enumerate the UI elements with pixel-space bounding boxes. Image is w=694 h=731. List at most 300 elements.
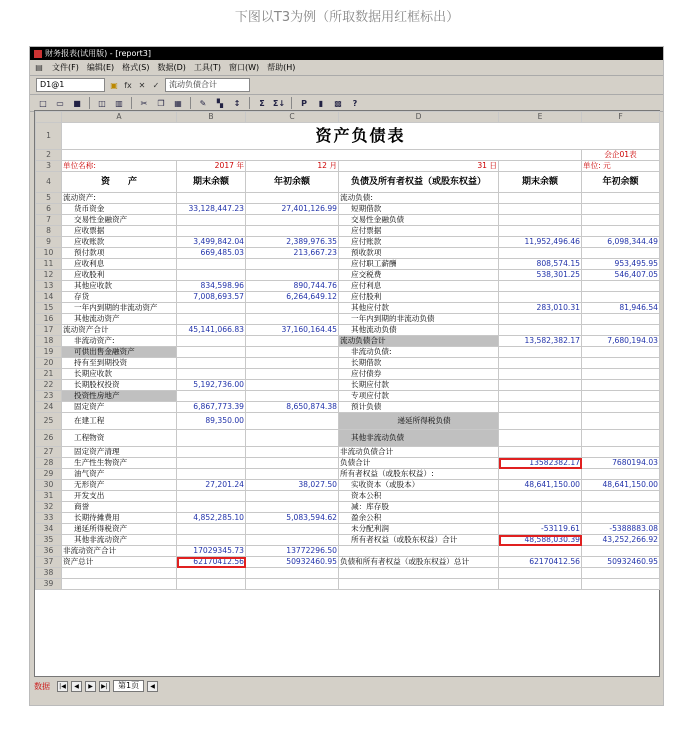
column-header[interactable]: D bbox=[339, 112, 499, 123]
liability-label-cell[interactable]: 应交税费 bbox=[339, 270, 499, 281]
asset-end-balance-cell[interactable] bbox=[177, 314, 246, 325]
spreadsheet-grid[interactable] bbox=[34, 110, 660, 677]
cell-reference-box[interactable]: D1@1 bbox=[36, 78, 105, 92]
row-header[interactable]: 5 bbox=[36, 193, 62, 204]
row-header[interactable]: 22 bbox=[36, 380, 62, 391]
asset-begin-balance-cell[interactable] bbox=[246, 369, 339, 380]
filter-icon[interactable]: Σ↓ bbox=[272, 98, 286, 108]
liability-begin-balance-cell[interactable] bbox=[582, 413, 660, 430]
liability-begin-balance-cell[interactable] bbox=[582, 469, 660, 480]
liability-label-cell[interactable]: 所有者权益（或股东权益）合计 bbox=[339, 535, 499, 546]
liability-begin-balance-cell[interactable]: 81,946.54 bbox=[582, 303, 660, 314]
asset-label-cell[interactable]: 生产性生物资产 bbox=[62, 458, 177, 469]
liability-begin-balance-cell[interactable] bbox=[582, 369, 660, 380]
formula-input[interactable]: 流动负债合计 bbox=[165, 78, 250, 92]
asset-label-cell[interactable]: 持有至到期投资 bbox=[62, 358, 177, 369]
asset-begin-balance-cell[interactable]: 8,650,874.38 bbox=[246, 402, 339, 413]
asset-end-balance-cell[interactable] bbox=[177, 347, 246, 358]
cell[interactable] bbox=[339, 579, 499, 590]
fx-icon[interactable]: fx bbox=[124, 80, 132, 90]
liability-label-cell[interactable]: 非流动负债合计 bbox=[339, 447, 499, 458]
report-year[interactable]: 2017 年 bbox=[177, 161, 246, 172]
liability-begin-balance-cell[interactable] bbox=[582, 430, 660, 447]
liability-end-balance-cell[interactable] bbox=[499, 402, 582, 413]
row-header[interactable]: 37 bbox=[36, 557, 62, 568]
asset-label-cell[interactable]: 固定资产 bbox=[62, 402, 177, 413]
liability-label-cell[interactable]: 流动负债: bbox=[339, 193, 499, 204]
function-icon[interactable]: ▣ bbox=[110, 80, 118, 90]
corner-cell[interactable] bbox=[36, 112, 62, 123]
asset-label-cell[interactable]: 工程物资 bbox=[62, 430, 177, 447]
row-header[interactable]: 31 bbox=[36, 491, 62, 502]
report-unit[interactable]: 单位: 元 bbox=[582, 161, 660, 172]
asset-label-cell[interactable]: 固定资产清理 bbox=[62, 447, 177, 458]
asset-end-balance-cell[interactable] bbox=[177, 469, 246, 480]
asset-begin-balance-cell[interactable] bbox=[246, 270, 339, 281]
liability-end-balance-cell[interactable]: 13,582,382.17 bbox=[499, 336, 582, 347]
cell[interactable] bbox=[499, 161, 582, 172]
asset-label-cell[interactable]: 流动资产: bbox=[62, 193, 177, 204]
liability-label-cell[interactable]: 盈余公积 bbox=[339, 513, 499, 524]
menu-file[interactable]: 文件(F) bbox=[52, 63, 79, 72]
liability-begin-balance-cell[interactable] bbox=[582, 513, 660, 524]
cell[interactable] bbox=[62, 150, 582, 161]
row-header[interactable]: 16 bbox=[36, 314, 62, 325]
asset-label-cell[interactable]: 应收利息 bbox=[62, 259, 177, 270]
asset-label-cell[interactable]: 非流动资产: bbox=[62, 336, 177, 347]
row-header[interactable]: 33 bbox=[36, 513, 62, 524]
liability-end-balance-cell[interactable]: 11,952,496.46 bbox=[499, 237, 582, 248]
cell[interactable] bbox=[246, 579, 339, 590]
cell[interactable] bbox=[177, 579, 246, 590]
liability-begin-balance-cell[interactable] bbox=[582, 358, 660, 369]
liability-end-balance-cell[interactable]: 48,588,030.39 bbox=[499, 535, 582, 546]
asset-begin-balance-cell[interactable]: 13772296.50 bbox=[246, 546, 339, 557]
liability-label-cell[interactable]: 实收资本（或股本） bbox=[339, 480, 499, 491]
liability-end-balance-cell[interactable] bbox=[499, 513, 582, 524]
sort-icon[interactable]: ↕ bbox=[233, 98, 241, 108]
asset-begin-balance-cell[interactable] bbox=[246, 380, 339, 391]
column-header[interactable]: F bbox=[582, 112, 660, 123]
row-header[interactable]: 34 bbox=[36, 524, 62, 535]
asset-label-cell[interactable]: 交易性金融资产 bbox=[62, 215, 177, 226]
asset-label-cell[interactable]: 递延所得税资产 bbox=[62, 524, 177, 535]
sheet-tab[interactable]: 第1页 bbox=[113, 680, 144, 692]
liability-end-balance-cell[interactable] bbox=[499, 215, 582, 226]
asset-label-cell[interactable]: 投资性房地产 bbox=[62, 391, 177, 402]
open-icon[interactable]: ▭ bbox=[56, 98, 64, 108]
row-header[interactable]: 25 bbox=[36, 413, 62, 430]
row-header[interactable]: 24 bbox=[36, 402, 62, 413]
column-header[interactable]: B bbox=[177, 112, 246, 123]
liability-label-cell[interactable]: 预收款项 bbox=[339, 248, 499, 259]
liability-end-balance-cell[interactable] bbox=[499, 193, 582, 204]
format-icon[interactable]: ✎ bbox=[199, 98, 207, 108]
liability-begin-balance-cell[interactable] bbox=[582, 281, 660, 292]
asset-end-balance-cell[interactable] bbox=[177, 458, 246, 469]
help-icon[interactable]: ? bbox=[352, 98, 358, 108]
liability-begin-balance-cell[interactable] bbox=[582, 226, 660, 237]
liability-begin-balance-cell[interactable] bbox=[582, 347, 660, 358]
asset-label-cell[interactable]: 油气资产 bbox=[62, 469, 177, 480]
liability-begin-balance-cell[interactable]: 50932460.95 bbox=[582, 557, 660, 568]
first-sheet-icon[interactable]: |◀ bbox=[57, 681, 68, 692]
column-header[interactable]: A bbox=[62, 112, 177, 123]
row-header[interactable]: 38 bbox=[36, 568, 62, 579]
asset-begin-balance-cell[interactable] bbox=[246, 336, 339, 347]
row-header[interactable]: 32 bbox=[36, 502, 62, 513]
liability-label-cell[interactable]: 一年内到期的非流动负债 bbox=[339, 314, 499, 325]
asset-label-cell[interactable]: 商誉 bbox=[62, 502, 177, 513]
asset-end-balance-cell[interactable] bbox=[177, 193, 246, 204]
asset-end-balance-cell[interactable] bbox=[177, 391, 246, 402]
scroll-left-icon[interactable]: ◀ bbox=[147, 681, 158, 692]
asset-end-balance-cell[interactable] bbox=[177, 524, 246, 535]
row-header[interactable]: 3 bbox=[36, 161, 62, 172]
liability-label-cell[interactable]: 交易性金融负债 bbox=[339, 215, 499, 226]
liability-label-cell[interactable]: 负债合计 bbox=[339, 458, 499, 469]
liability-begin-balance-cell[interactable]: -5388883.08 bbox=[582, 524, 660, 535]
copy-icon[interactable]: ❐ bbox=[157, 98, 165, 108]
pivot-icon[interactable]: ▩ bbox=[334, 98, 342, 108]
asset-begin-balance-cell[interactable]: 38,027.50 bbox=[246, 480, 339, 491]
liability-label-cell[interactable]: 长期借款 bbox=[339, 358, 499, 369]
asset-begin-balance-cell[interactable]: 2,389,976.35 bbox=[246, 237, 339, 248]
report-title[interactable]: 资产负债表 bbox=[62, 123, 660, 150]
liability-end-balance-cell[interactable] bbox=[499, 430, 582, 447]
liability-begin-balance-cell[interactable]: 6,098,344.49 bbox=[582, 237, 660, 248]
asset-end-balance-cell[interactable] bbox=[177, 491, 246, 502]
asset-begin-balance-cell[interactable] bbox=[246, 358, 339, 369]
asset-end-balance-cell[interactable] bbox=[177, 430, 246, 447]
liability-end-balance-cell[interactable] bbox=[499, 281, 582, 292]
liability-label-cell[interactable]: 预计负债 bbox=[339, 402, 499, 413]
liability-end-balance-cell[interactable] bbox=[499, 204, 582, 215]
liability-begin-balance-cell[interactable] bbox=[582, 193, 660, 204]
header-end-balance[interactable]: 期末余额 bbox=[499, 172, 582, 193]
liability-begin-balance-cell[interactable] bbox=[582, 215, 660, 226]
asset-begin-balance-cell[interactable] bbox=[246, 226, 339, 237]
row-header[interactable]: 23 bbox=[36, 391, 62, 402]
asset-begin-balance-cell[interactable] bbox=[246, 430, 339, 447]
asset-begin-balance-cell[interactable] bbox=[246, 458, 339, 469]
row-header[interactable]: 29 bbox=[36, 469, 62, 480]
row-header[interactable]: 1 bbox=[36, 123, 62, 150]
cell[interactable] bbox=[499, 579, 582, 590]
header-liabilities-equity[interactable]: 负债及所有者权益（或股东权益） bbox=[339, 172, 499, 193]
asset-end-balance-cell[interactable] bbox=[177, 226, 246, 237]
row-header[interactable]: 27 bbox=[36, 447, 62, 458]
asset-label-cell[interactable]: 其他流动资产 bbox=[62, 314, 177, 325]
asset-begin-balance-cell[interactable] bbox=[246, 524, 339, 535]
cut-icon[interactable]: ✂ bbox=[140, 98, 148, 108]
menu-help[interactable]: 帮助(H) bbox=[267, 63, 296, 72]
menu-data[interactable]: 数据(D) bbox=[157, 63, 186, 72]
cell[interactable] bbox=[62, 568, 177, 579]
asset-begin-balance-cell[interactable] bbox=[246, 469, 339, 480]
liability-end-balance-cell[interactable]: 808,574.15 bbox=[499, 259, 582, 270]
asset-end-balance-cell[interactable]: 6,867,773.39 bbox=[177, 402, 246, 413]
liability-label-cell[interactable]: 其他非流动负债 bbox=[339, 430, 499, 447]
asset-begin-balance-cell[interactable]: 6,264,649.12 bbox=[246, 292, 339, 303]
asset-label-cell[interactable]: 流动资产合计 bbox=[62, 325, 177, 336]
liability-end-balance-cell[interactable]: 62170412.56 bbox=[499, 557, 582, 568]
asset-label-cell[interactable]: 预付款项 bbox=[62, 248, 177, 259]
menu-format[interactable]: 格式(S) bbox=[122, 63, 150, 72]
asset-end-balance-cell[interactable] bbox=[177, 502, 246, 513]
liability-label-cell[interactable]: 专项应付款 bbox=[339, 391, 499, 402]
row-header[interactable]: 8 bbox=[36, 226, 62, 237]
liability-label-cell[interactable]: 流动负债合计 bbox=[339, 336, 499, 347]
liability-end-balance-cell[interactable] bbox=[499, 292, 582, 303]
next-sheet-icon[interactable]: ▶ bbox=[85, 681, 96, 692]
asset-begin-balance-cell[interactable]: 27,401,126.99 bbox=[246, 204, 339, 215]
asset-end-balance-cell[interactable] bbox=[177, 369, 246, 380]
liability-end-balance-cell[interactable] bbox=[499, 413, 582, 430]
asset-end-balance-cell[interactable]: 4,852,285.10 bbox=[177, 513, 246, 524]
insert-icon[interactable]: ▮ bbox=[318, 98, 324, 108]
asset-label-cell[interactable]: 资产总计 bbox=[62, 557, 177, 568]
header-begin-balance[interactable]: 年初余额 bbox=[246, 172, 339, 193]
liability-begin-balance-cell[interactable] bbox=[582, 402, 660, 413]
asset-end-balance-cell[interactable]: 17029345.73 bbox=[177, 546, 246, 557]
asset-end-balance-cell[interactable] bbox=[177, 270, 246, 281]
liability-begin-balance-cell[interactable] bbox=[582, 502, 660, 513]
liability-begin-balance-cell[interactable] bbox=[582, 292, 660, 303]
asset-begin-balance-cell[interactable] bbox=[246, 502, 339, 513]
asset-end-balance-cell[interactable] bbox=[177, 447, 246, 458]
liability-end-balance-cell[interactable] bbox=[499, 314, 582, 325]
asset-begin-balance-cell[interactable] bbox=[246, 535, 339, 546]
asset-label-cell[interactable]: 无形资产 bbox=[62, 480, 177, 491]
asset-end-balance-cell[interactable]: 27,201.24 bbox=[177, 480, 246, 491]
asset-begin-balance-cell[interactable] bbox=[246, 447, 339, 458]
header-begin-balance[interactable]: 年初余额 bbox=[582, 172, 660, 193]
asset-end-balance-cell[interactable]: 89,350.00 bbox=[177, 413, 246, 430]
doc-icon[interactable]: ▤ bbox=[35, 63, 43, 72]
asset-label-cell[interactable]: 应收股利 bbox=[62, 270, 177, 281]
prev-sheet-icon[interactable]: ◀ bbox=[71, 681, 82, 692]
liability-label-cell[interactable] bbox=[339, 546, 499, 557]
asset-begin-balance-cell[interactable]: 37,160,164.45 bbox=[246, 325, 339, 336]
report-code[interactable]: 会企01表 bbox=[582, 150, 660, 161]
asset-end-balance-cell[interactable] bbox=[177, 535, 246, 546]
liability-end-balance-cell[interactable] bbox=[499, 358, 582, 369]
liability-label-cell[interactable]: 减：库存股 bbox=[339, 502, 499, 513]
liability-begin-balance-cell[interactable]: 48,641,150.00 bbox=[582, 480, 660, 491]
liability-end-balance-cell[interactable] bbox=[499, 391, 582, 402]
asset-begin-balance-cell[interactable] bbox=[246, 347, 339, 358]
asset-begin-balance-cell[interactable] bbox=[246, 413, 339, 430]
liability-end-balance-cell[interactable] bbox=[499, 380, 582, 391]
row-header[interactable]: 21 bbox=[36, 369, 62, 380]
paste-icon[interactable]: ▦ bbox=[174, 98, 182, 108]
row-header[interactable]: 26 bbox=[36, 430, 62, 447]
liability-begin-balance-cell[interactable]: 546,407.05 bbox=[582, 270, 660, 281]
row-header[interactable]: 4 bbox=[36, 172, 62, 193]
liability-end-balance-cell[interactable]: 13582382.17 bbox=[499, 458, 582, 469]
preview-icon[interactable]: ◫ bbox=[98, 98, 106, 108]
asset-begin-balance-cell[interactable] bbox=[246, 259, 339, 270]
last-sheet-icon[interactable]: ▶| bbox=[99, 681, 110, 692]
row-header[interactable]: 36 bbox=[36, 546, 62, 557]
row-header[interactable]: 13 bbox=[36, 281, 62, 292]
report-month[interactable]: 12 月 bbox=[246, 161, 339, 172]
cell[interactable] bbox=[177, 568, 246, 579]
liability-begin-balance-cell[interactable] bbox=[582, 546, 660, 557]
liability-label-cell[interactable]: 应付债券 bbox=[339, 369, 499, 380]
row-header[interactable]: 30 bbox=[36, 480, 62, 491]
asset-label-cell[interactable]: 其他非流动资产 bbox=[62, 535, 177, 546]
liability-end-balance-cell[interactable] bbox=[499, 546, 582, 557]
row-header[interactable]: 2 bbox=[36, 150, 62, 161]
row-header[interactable]: 39 bbox=[36, 579, 62, 590]
asset-label-cell[interactable]: 应收票据 bbox=[62, 226, 177, 237]
liability-label-cell[interactable]: 应付利息 bbox=[339, 281, 499, 292]
asset-end-balance-cell[interactable] bbox=[177, 303, 246, 314]
liability-label-cell[interactable]: 所有者权益（或股东权益）: bbox=[339, 469, 499, 480]
asset-end-balance-cell[interactable]: 33,128,447.23 bbox=[177, 204, 246, 215]
menu-tools[interactable]: 工具(T) bbox=[193, 63, 222, 72]
asset-label-cell[interactable]: 一年内到期的非流动资产 bbox=[62, 303, 177, 314]
liability-begin-balance-cell[interactable]: 7680194.03 bbox=[582, 458, 660, 469]
print-icon[interactable]: ▥ bbox=[115, 98, 123, 108]
cancel-icon[interactable]: ✕ bbox=[138, 80, 146, 90]
liability-label-cell[interactable]: 资本公积 bbox=[339, 491, 499, 502]
report-day[interactable]: 31 日 bbox=[339, 161, 499, 172]
chart-icon[interactable]: ▚ bbox=[216, 98, 224, 108]
row-header[interactable]: 11 bbox=[36, 259, 62, 270]
liability-end-balance-cell[interactable] bbox=[499, 469, 582, 480]
new-icon[interactable]: □ bbox=[39, 98, 47, 108]
asset-begin-balance-cell[interactable] bbox=[246, 193, 339, 204]
asset-end-balance-cell[interactable]: 3,499,842.04 bbox=[177, 237, 246, 248]
asset-label-cell[interactable]: 开发支出 bbox=[62, 491, 177, 502]
asset-label-cell[interactable]: 货币资金 bbox=[62, 204, 177, 215]
liability-begin-balance-cell[interactable] bbox=[582, 204, 660, 215]
row-header[interactable]: 12 bbox=[36, 270, 62, 281]
liability-label-cell[interactable]: 递延所得税负债 bbox=[339, 413, 499, 430]
asset-end-balance-cell[interactable]: 7,008,693.57 bbox=[177, 292, 246, 303]
p-icon[interactable]: P bbox=[301, 98, 307, 108]
asset-begin-balance-cell[interactable] bbox=[246, 303, 339, 314]
liability-end-balance-cell[interactable]: 283,010.31 bbox=[499, 303, 582, 314]
row-header[interactable]: 35 bbox=[36, 535, 62, 546]
asset-begin-balance-cell[interactable]: 213,667.23 bbox=[246, 248, 339, 259]
liability-begin-balance-cell[interactable] bbox=[582, 380, 660, 391]
liability-begin-balance-cell[interactable] bbox=[582, 391, 660, 402]
liability-end-balance-cell[interactable]: -53119.61 bbox=[499, 524, 582, 535]
menu-edit[interactable]: 编辑(E) bbox=[86, 63, 115, 72]
asset-end-balance-cell[interactable]: 45,141,066.83 bbox=[177, 325, 246, 336]
liability-end-balance-cell[interactable] bbox=[499, 347, 582, 358]
save-icon[interactable]: ■ bbox=[73, 98, 81, 108]
asset-begin-balance-cell[interactable]: 5,083,594.62 bbox=[246, 513, 339, 524]
liability-label-cell[interactable]: 长期应付款 bbox=[339, 380, 499, 391]
asset-label-cell[interactable]: 长期股权投资 bbox=[62, 380, 177, 391]
row-header[interactable]: 6 bbox=[36, 204, 62, 215]
cell[interactable] bbox=[62, 579, 177, 590]
liability-label-cell[interactable]: 应付账款 bbox=[339, 237, 499, 248]
row-header[interactable]: 10 bbox=[36, 248, 62, 259]
asset-label-cell[interactable]: 长期待摊费用 bbox=[62, 513, 177, 524]
liability-label-cell[interactable]: 应付股利 bbox=[339, 292, 499, 303]
liability-end-balance-cell[interactable] bbox=[499, 226, 582, 237]
row-header[interactable]: 28 bbox=[36, 458, 62, 469]
unit-name-label[interactable]: 单位名称: bbox=[62, 161, 177, 172]
liability-begin-balance-cell[interactable] bbox=[582, 491, 660, 502]
menu-window[interactable]: 窗口(W) bbox=[229, 63, 260, 72]
asset-begin-balance-cell[interactable] bbox=[246, 215, 339, 226]
liability-begin-balance-cell[interactable] bbox=[582, 447, 660, 458]
liability-label-cell[interactable]: 其他应付款 bbox=[339, 303, 499, 314]
liability-begin-balance-cell[interactable] bbox=[582, 325, 660, 336]
liability-end-balance-cell[interactable]: 48,641,150.00 bbox=[499, 480, 582, 491]
column-header[interactable]: C bbox=[246, 112, 339, 123]
liability-label-cell[interactable]: 应付票据 bbox=[339, 226, 499, 237]
liability-end-balance-cell[interactable] bbox=[499, 325, 582, 336]
liability-end-balance-cell[interactable] bbox=[499, 248, 582, 259]
sum-icon[interactable]: Σ bbox=[259, 98, 265, 108]
asset-label-cell[interactable]: 其他应收款 bbox=[62, 281, 177, 292]
asset-label-cell[interactable]: 存货 bbox=[62, 292, 177, 303]
asset-label-cell[interactable]: 长期应收款 bbox=[62, 369, 177, 380]
liability-end-balance-cell[interactable] bbox=[499, 369, 582, 380]
asset-begin-balance-cell[interactable]: 890,744.76 bbox=[246, 281, 339, 292]
liability-label-cell[interactable]: 负债和所有者权益（或股东权益）总计 bbox=[339, 557, 499, 568]
cell[interactable] bbox=[246, 568, 339, 579]
liability-begin-balance-cell[interactable] bbox=[582, 248, 660, 259]
liability-end-balance-cell[interactable] bbox=[499, 491, 582, 502]
asset-end-balance-cell[interactable]: 62170412.56 bbox=[177, 557, 246, 568]
asset-end-balance-cell[interactable]: 669,485.03 bbox=[177, 248, 246, 259]
liability-end-balance-cell[interactable] bbox=[499, 502, 582, 513]
row-header[interactable]: 7 bbox=[36, 215, 62, 226]
asset-end-balance-cell[interactable]: 834,598.96 bbox=[177, 281, 246, 292]
liability-label-cell[interactable]: 短期借款 bbox=[339, 204, 499, 215]
liability-label-cell[interactable]: 未分配利润 bbox=[339, 524, 499, 535]
asset-begin-balance-cell[interactable] bbox=[246, 314, 339, 325]
asset-label-cell[interactable]: 在建工程 bbox=[62, 413, 177, 430]
asset-label-cell[interactable]: 非流动资产合计 bbox=[62, 546, 177, 557]
header-assets[interactable]: 资 产 bbox=[62, 172, 177, 193]
liability-end-balance-cell[interactable]: 538,301.25 bbox=[499, 270, 582, 281]
liability-label-cell[interactable]: 其他流动负债 bbox=[339, 325, 499, 336]
column-header[interactable]: E bbox=[499, 112, 582, 123]
row-header[interactable]: 20 bbox=[36, 358, 62, 369]
asset-begin-balance-cell[interactable] bbox=[246, 391, 339, 402]
row-header[interactable]: 19 bbox=[36, 347, 62, 358]
liability-label-cell[interactable]: 应付职工薪酬 bbox=[339, 259, 499, 270]
cell[interactable] bbox=[499, 568, 582, 579]
row-header[interactable]: 9 bbox=[36, 237, 62, 248]
asset-end-balance-cell[interactable] bbox=[177, 336, 246, 347]
asset-end-balance-cell[interactable] bbox=[177, 259, 246, 270]
asset-label-cell[interactable]: 应收账款 bbox=[62, 237, 177, 248]
asset-begin-balance-cell[interactable] bbox=[246, 491, 339, 502]
row-header[interactable]: 18 bbox=[36, 336, 62, 347]
liability-begin-balance-cell[interactable]: 43,252,266.92 bbox=[582, 535, 660, 546]
asset-label-cell[interactable]: 可供出售金融资产 bbox=[62, 347, 177, 358]
liability-begin-balance-cell[interactable] bbox=[582, 314, 660, 325]
liability-begin-balance-cell[interactable]: 7,680,194.03 bbox=[582, 336, 660, 347]
asset-end-balance-cell[interactable] bbox=[177, 358, 246, 369]
liability-end-balance-cell[interactable] bbox=[499, 447, 582, 458]
liability-label-cell[interactable]: 非流动负债: bbox=[339, 347, 499, 358]
confirm-icon[interactable]: ✓ bbox=[152, 80, 160, 90]
asset-begin-balance-cell[interactable]: 50932460.95 bbox=[246, 557, 339, 568]
liability-begin-balance-cell[interactable]: 953,495.95 bbox=[582, 259, 660, 270]
